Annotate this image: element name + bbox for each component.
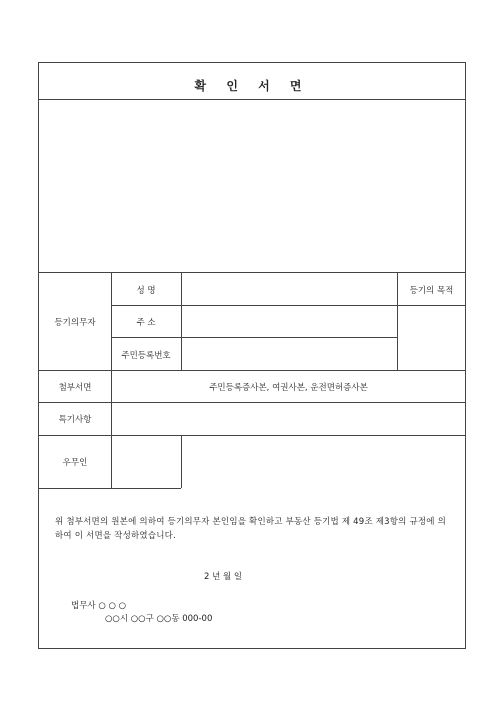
- attachment-label: 첨부서면: [58, 383, 92, 393]
- divider: [39, 99, 466, 100]
- statement-text: 위 첨부서면의 원본에 의하여 등기의무자 본인임을 확인하고 부동산 등기법 제 49조 제3항의 규정에 의하여 이 서면을 작성하였습니다.: [55, 517, 446, 541]
- divider: [111, 305, 466, 306]
- obligor-label: 등기의무자: [54, 318, 96, 328]
- divider: [39, 370, 466, 371]
- divider: [181, 435, 182, 488]
- divider: [111, 337, 397, 338]
- divider: [39, 272, 466, 273]
- divider: [39, 488, 181, 489]
- lawyer-line: 법무사 ○ ○ ○: [71, 601, 126, 611]
- divider: [39, 435, 466, 436]
- confirmation-form: [38, 62, 466, 649]
- address-line: ○○시 ○○구 ○○동 000-00: [105, 614, 213, 624]
- document-title: 확 인 서 면: [194, 79, 310, 93]
- purpose-label: 등기의 목적: [409, 286, 454, 296]
- divider: [111, 272, 112, 488]
- divider: [39, 402, 466, 403]
- address-label: 주 소: [136, 318, 156, 328]
- resident-number-label: 주민등록번호: [121, 351, 171, 361]
- name-label: 성 명: [136, 286, 156, 296]
- thumbprint-label: 우무인: [62, 458, 88, 468]
- date-line: 2 년 월 일: [204, 572, 243, 582]
- divider: [181, 272, 182, 370]
- special-notes-label: 특기사항: [58, 415, 92, 425]
- attachment-value: 주민등록증사본, 여권사본, 운전면허증사본: [209, 383, 368, 393]
